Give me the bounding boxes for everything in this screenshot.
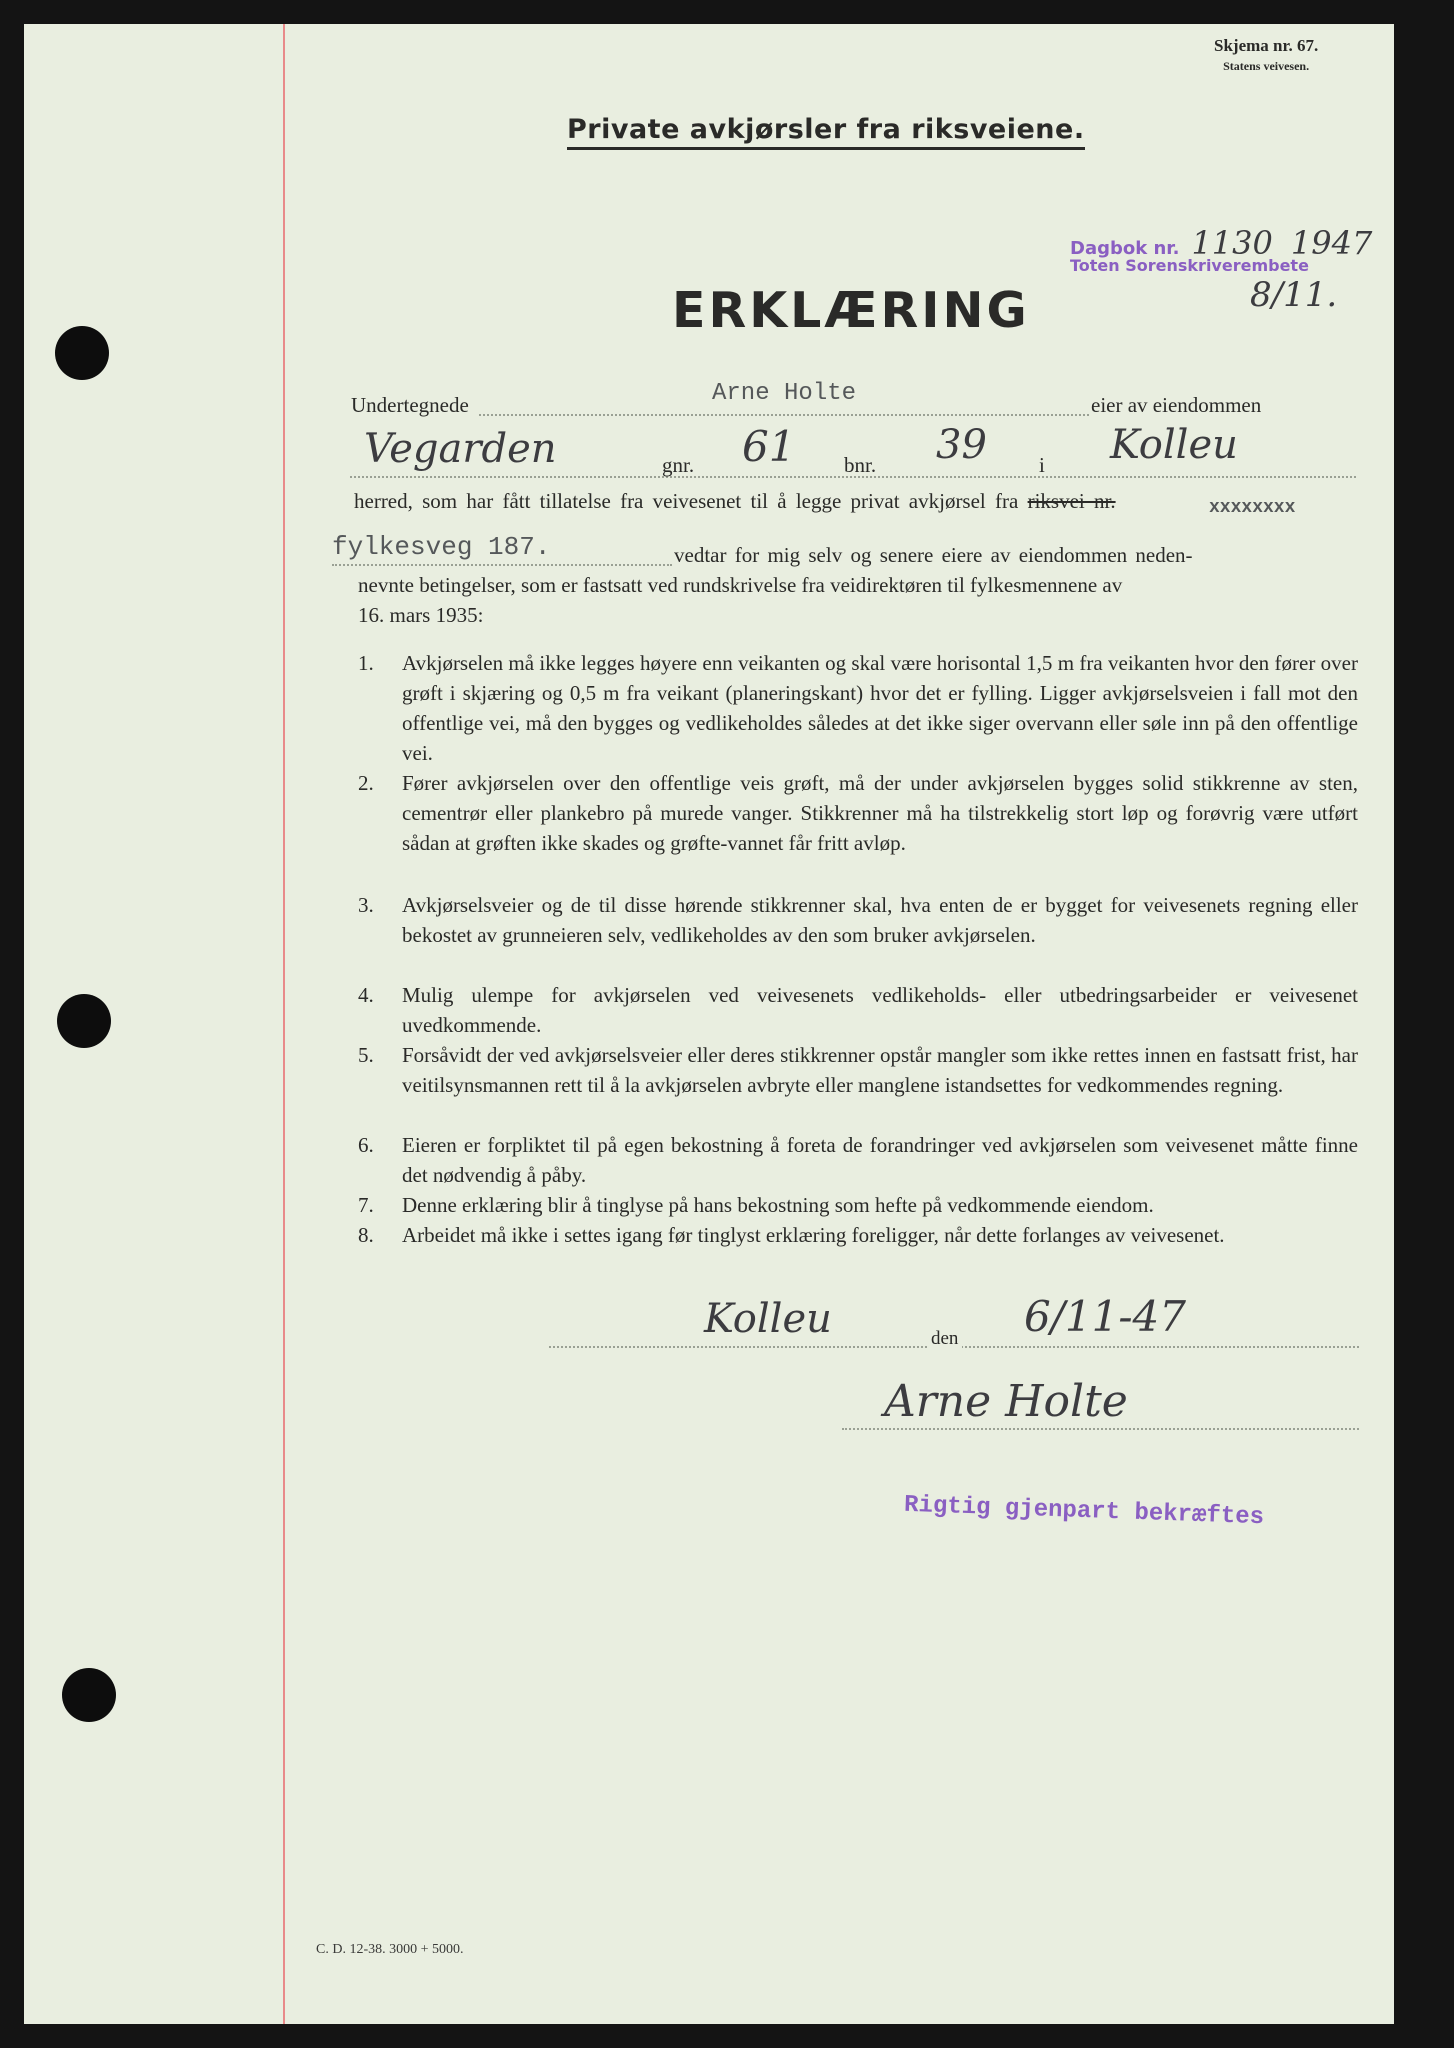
condition-text: Eieren er forpliktet til på egen bekostning å foreta de forandringer ved avkjørselen som veivesenet måtte finne det nødvendig å påby. (402, 1133, 1358, 1187)
declaration-line-4: vedtar for mig selv og senere eiere av eiendommen neden- (674, 543, 1193, 567)
struck-text: riksvei nr. (1027, 489, 1116, 513)
road-name: fylkesveg 187. (332, 532, 551, 562)
signature-place: Kolleu (704, 1296, 832, 1342)
document-page (24, 24, 1394, 2024)
stamp-office: Toten Sorenskriverembete (1070, 256, 1309, 275)
condition-number: 2. (358, 771, 374, 795)
form-number-text: Skjema nr. 67. (1214, 36, 1319, 55)
condition-number: 3. (358, 893, 374, 917)
condition-number: 1. (358, 651, 374, 675)
condition-item (358, 648, 1358, 768)
municipality: Kolleu (1110, 422, 1238, 468)
bnr-value: 39 (936, 422, 987, 468)
i-label: i (1039, 453, 1045, 477)
condition-item (358, 1220, 1358, 1250)
condition-item (358, 890, 1358, 950)
registry-stamp (1070, 224, 1372, 315)
condition-item (358, 768, 1358, 858)
condition-text: Denne erklæring blir å tinglyse på hans bekostning som hefte på vedkommende eiendom. (402, 1193, 1154, 1217)
owner-name: Arne Holte (712, 380, 857, 407)
condition-number: 6. (358, 1133, 374, 1157)
condition-item (358, 980, 1358, 1040)
print-footer: C. D. 12-38. 3000 + 5000. (316, 1942, 464, 1957)
declaration-line-5: nevnte betingelser, som er fastsatt ved rundskrivelse fra veidirektøren til fylkesmennene av (358, 573, 1123, 597)
punch-hole-middle (57, 994, 111, 1048)
stamp-label: Dagbok nr. (1070, 238, 1180, 259)
declaration-line-6: 16. mars 1935: (358, 603, 484, 627)
certification-stamp: Rigtig gjenpart bekræftes (903, 1491, 1265, 1532)
condition-text: Avkjørselsveier og de til disse hørende stikkrenner skal, hva enten de er bygget for veivesenets regning eller bekostet av grunneieren selv, vedlikeholdes av den som bruker avkjørselen. (402, 893, 1358, 947)
property-name: Vegarden (364, 426, 557, 472)
condition-number: 7. (358, 1193, 374, 1217)
gnr-label: gnr. (662, 453, 695, 477)
condition-text: Forsåvidt der ved avkjørselsveier eller deres stikkrenner opstår mangler som ikke rettes innen en fastsatt frist, har veitilsynsmannen rett til å la avkjørselen avbryte eller manglene istandsettes for vedkommendes regning. (402, 1043, 1358, 1097)
dotted-line (479, 414, 1089, 416)
condition-number: 8. (358, 1223, 374, 1247)
overtyped-text: xxxxxxxx (1209, 498, 1296, 518)
bnr-label: bnr. (844, 453, 877, 477)
form-title: Private avkjørsler fra riksveiene. (567, 114, 1085, 150)
punch-hole-bottom (62, 1668, 116, 1722)
condition-text: Avkjørselen må ikke legges høyere enn veikanten og skal være horisontal 1,5 m fra veikanten hvor den fører over grøft i skjæring og 0,5 m fra veikant (planeringskant) hvor det er fylling. Ligger avkjørselsveien i fall mot den offentlige vei, må den bygges og vedlikeholdes således at det ikke siger overvann eller søle inn på den offentlige vei. (402, 651, 1358, 765)
condition-text: Fører avkjørselen over den offentlige veis grøft, må der under avkjørselen bygges solid stikkrenne av sten, cementrør eller plankebro på murede vanger. Stikkrenner må ha tilstrekkelig stort løp og forøvrig være utført sådan at grøften ikke skades og grøfte-vannet får fritt avløp. (402, 771, 1358, 855)
undersigned-label: Undertegnede (351, 393, 469, 417)
condition-item (358, 1130, 1358, 1190)
dotted-line (332, 564, 672, 566)
stamp-date: 8/11. (1250, 275, 1338, 315)
form-number (1214, 36, 1318, 76)
owner-of-label: eier av eiendommen (1091, 393, 1262, 417)
condition-number: 5. (358, 1043, 374, 1067)
den-label: den (927, 1324, 962, 1354)
declaration-line-3 (354, 486, 1116, 516)
condition-item (358, 1190, 1358, 1220)
condition-item (358, 1040, 1358, 1100)
line3-text: herred, som har fått tillatelse fra veivesenet til å legge privat avkjørsel fra (354, 489, 1019, 513)
red-margin-line (283, 24, 285, 2024)
dotted-line (842, 1428, 1359, 1430)
signature-date: 6/11-47 (1024, 1292, 1186, 1341)
condition-text: Mulig ulempe for avkjørselen ved veivesenets vedlikeholds- eller utbedringsarbeider er veivesenet uvedkommende. (402, 983, 1358, 1037)
diary-number: 1130 (1191, 224, 1273, 262)
condition-text: Arbeidet må ikke i settes igang før tinglyst erklæring foreligger, når dette forlanges av veivesenet. (402, 1223, 1225, 1247)
issuer-text: Statens veivesen. (1223, 59, 1310, 73)
document-heading: ERKLÆRING (672, 282, 1030, 339)
condition-number: 4. (358, 983, 374, 1007)
signature: Arne Holte (884, 1376, 1128, 1427)
gnr-value: 61 (742, 422, 796, 471)
diary-year: 1947 (1290, 224, 1373, 262)
punch-hole-top (55, 326, 109, 380)
